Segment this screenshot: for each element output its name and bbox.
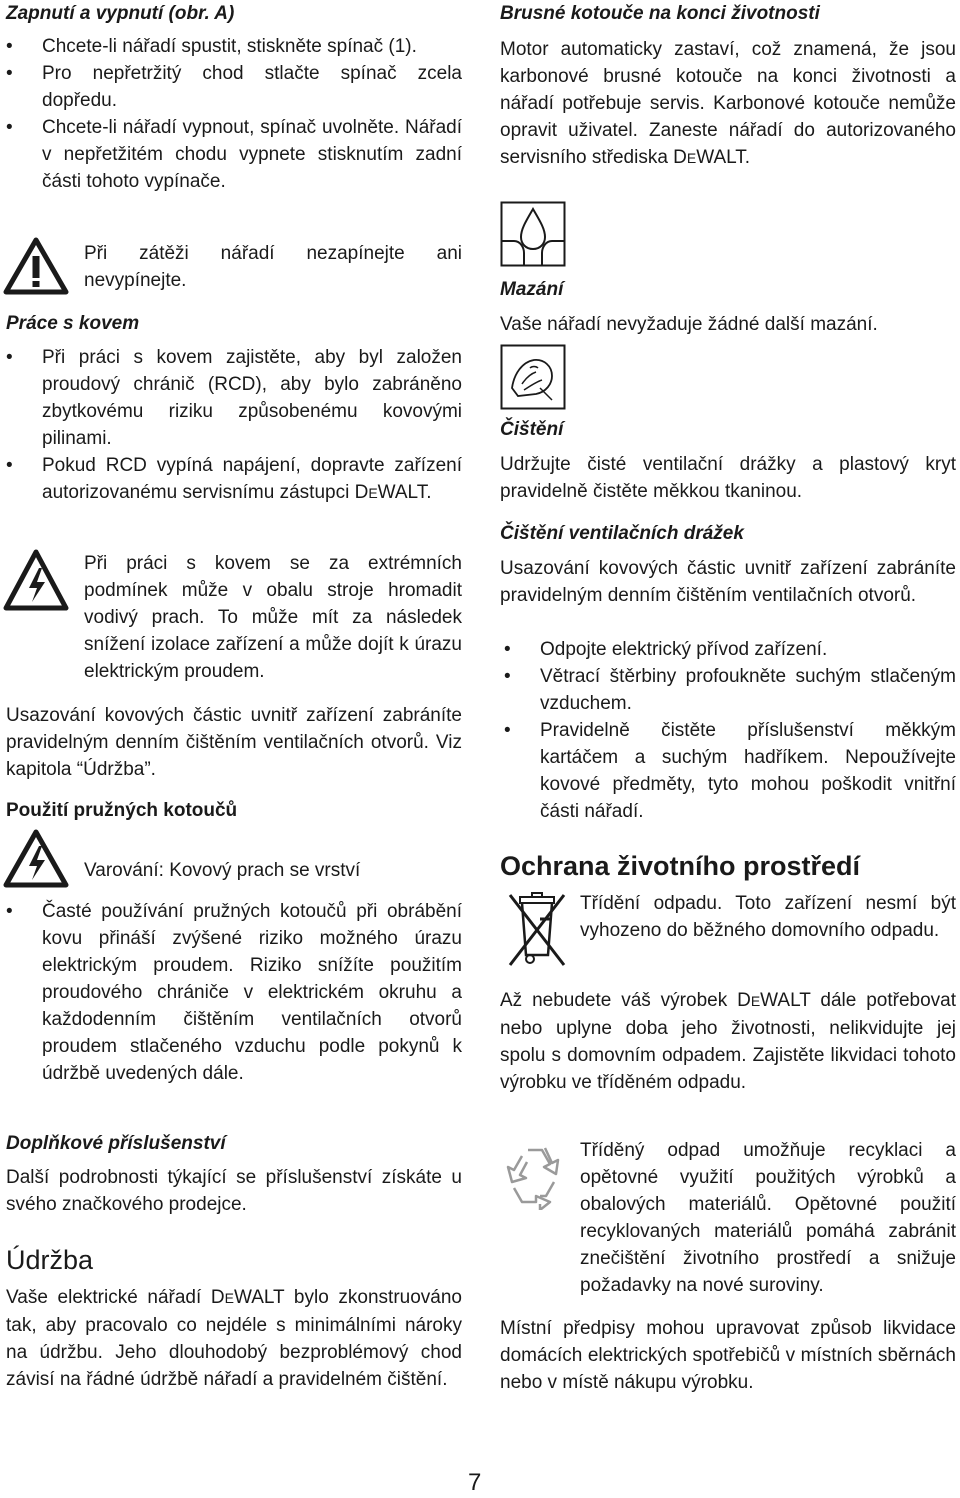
flex-warning: Varování: Kovový prach se vrství [84,860,361,881]
list-item: • Odpojte elektrický přívod zařízení. [500,636,956,663]
warning-triangle-icon [3,236,69,296]
recycle-icon [500,1140,570,1210]
switch-bullets [0,33,462,195]
maintenance-para: Vaše elektrické nářadí DEWALT bylo zkonstruováno tak, aby pracovalo co nejdéle s minimálními nároky na údržbu. Jeho dlouhodobý bezproblémový chod závisí na řádné údržbě nářadí a pravidelném čištění. [6,1287,462,1390]
accessories-heading: Doplňkové příslušenství [6,1133,226,1154]
lubrication-para: Vaše nářadí nevyžaduje žádné další mazání. [500,314,878,335]
cleaning-hand-icon [500,344,566,410]
flex-heading: Použití pružných kotoučů [6,800,238,821]
switch-heading: Zapnutí a vypnutí (obr. A) [6,3,235,24]
disposal-para: Až nebudete váš výrobek DEWALT dále potřebovat nebo uplyne doba jeho životnosti, nelikvidujte jej spolu s domovním odpadem. Zajistěte likvidaci tohoto výrobku ve tříděném odpadu. [500,990,956,1093]
environment-heading: Ochrana životního prostředí [500,851,861,881]
lubrication-heading: Mazání [500,279,564,300]
vents-heading: Čištění ventilačních drážek [500,523,744,544]
list-item: • Pokud RCD vypíná napájení, dopravte zařízení autorizovanému servisnímu zástupci DEWALT. [0,452,462,507]
local-rules-para: Místní předpisy mohou upravovat způsob likvidace domácích elektrických spotřebičů v místních sběrnách nebo v místě nákupu výrobku. [500,1318,956,1393]
metal-heading: Práce s kovem [6,313,140,334]
brushes-heading: Brusné kotouče na konci životnosti [500,3,820,24]
list-item: • Časté používání pružných kotoučů při obrábění kovu přináší zvýšené riziko možného úrazu elektrickým proudem. Riziko snížíte použitím proudového chrániče v elektrickém okruhu a každodenním čištěním ventilačních otvorů proudem stlačeného vzduchu podle pokynů k údržbě uvedených dále. [0,898,462,1087]
list-item: • Při práci s kovem zajistěte, aby byl založen proudový chránič (RCD), aby bylo zabráněno zbytkovému riziku způsobenému kovovými pilinami. [0,344,462,452]
list-item: • Chcete-li nářadí vypnout, spínač uvolněte. Nářadí v nepřetžitém chodu vypnete stisknutím zadní části tohoto vypínače. [0,114,462,195]
switch-warning: Při zátěži nářadí nezapínejte ani nevypínejte. [84,243,462,291]
lubrication-drop-icon [500,201,566,267]
flex-bullets [0,898,462,1087]
electric-shock-warning-icon [3,828,69,890]
electric-shock-warning-icon [3,548,69,614]
metal-warning: Při práci s kovem se za extrémních podmínek může v obalu stroje hromadit vodivý prach. To může mít za následek snížení izolace zařízení a může dojít k úrazu elektrickým proudem. [84,553,462,682]
page-number: 7 [468,1469,482,1496]
recycle-para: Tříděný odpad umožňuje recyklaci a opětovné využití použitých výrobků a obalových materiálů. Opětovné použití recyklovaných materiálů pomáhá zabránit znečištění životního prostředí a snižuje požadavky na nové suroviny. [580,1140,956,1296]
maintenance-heading: Údržba [6,1245,94,1275]
list-item: • Pravidelně čistěte příslušenství měkkým kartáčem a suchým hadříkem. Nepoužívejte kovové předměty, tyto mohou poškodit vnitřní části nářadí. [500,717,956,825]
crossed-bin-icon [504,889,570,973]
accessories-para: Další podrobnosti týkající se příslušenství získáte u svého značkového prodejce. [6,1167,462,1215]
sorting-para: Třídění odpadu. Toto zařízení nesmí být vyhozeno do běžného domovního odpadu. [580,893,956,941]
vents-para: Usazování kovových částic uvnitř zařízení zabráníte pravidelným denním čištěním ventilačních otvorů. [500,558,956,606]
brushes-para: Motor automaticky zastaví, což znamená, že jsou karbonové brusné kotouče na konci životnosti a nářadí potřebuje servis. Karbonové kotouče nemůže opravit uživatel. Zaneste nářadí do autorizovaného servisního střediska DEWALT. [500,39,956,168]
list-item: • Pro nepřetržitý chod stlačte spínač zcela dopředu. [0,60,462,114]
list-item: • Větrací štěrbiny profoukněte suchým stlačeným vzduchem. [500,663,956,717]
cleaning-heading: Čištění [500,419,564,440]
list-item: • Chcete-li nářadí spustit, stiskněte spínač (1). [0,33,462,60]
cleaning-para: Udržujte čisté ventilační drážky a plastový kryt pravidelně čistěte měkkou tkaninou. [500,454,956,502]
metal-para: Usazování kovových částic uvnitř zařízení zabráníte pravidelným denním čištěním ventilačních otvorů. Viz kapitola “Údržba”. [6,705,462,780]
metal-bullets [0,344,462,507]
vents-bullets [500,636,956,825]
